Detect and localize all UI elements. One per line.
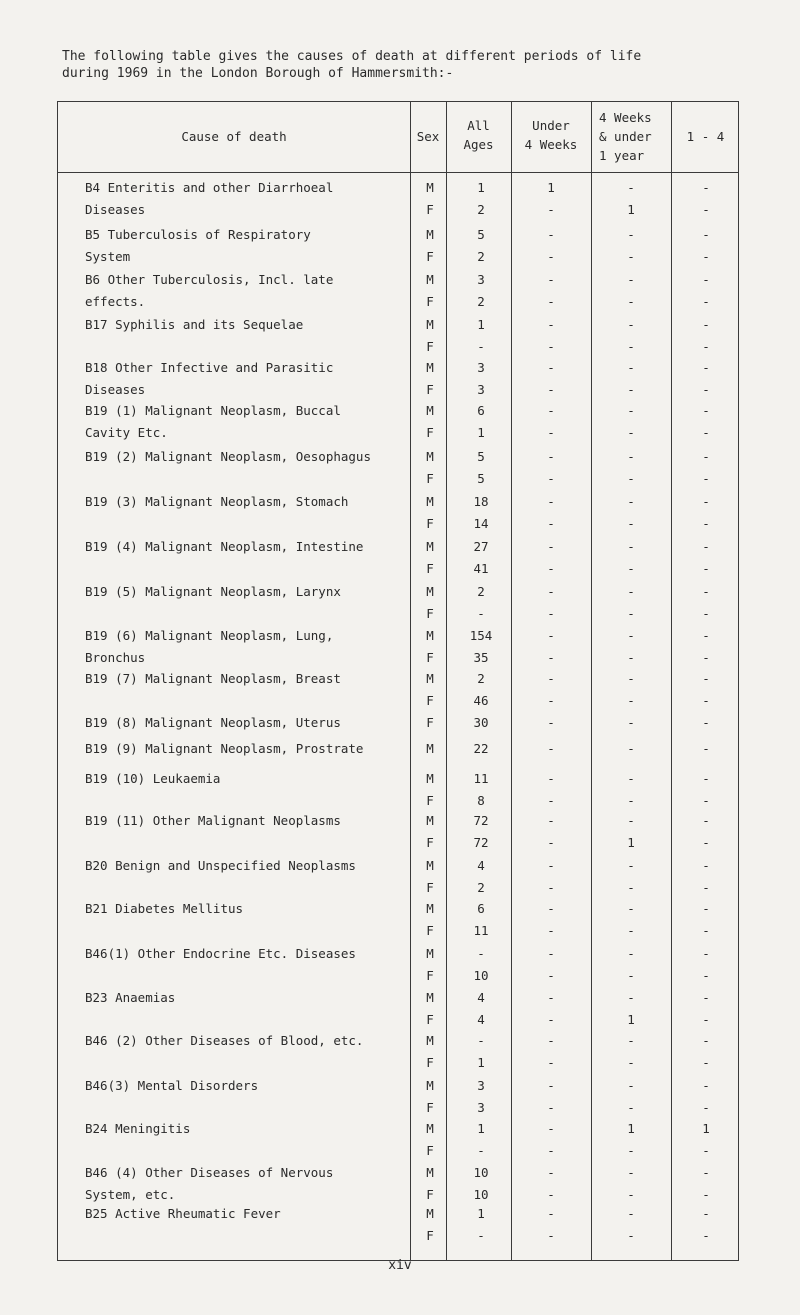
cell-1-to-4: - xyxy=(702,180,710,195)
cell-sex: F xyxy=(426,471,434,486)
page-number: xiv xyxy=(388,1258,412,1273)
cell-all-ages: 11 xyxy=(473,923,489,938)
cell-under-4-weeks: - xyxy=(547,382,555,397)
cell-1-to-4: - xyxy=(702,650,710,665)
cell-under-4-weeks: - xyxy=(547,813,555,828)
cell-all-ages: 30 xyxy=(473,715,489,730)
cell-all-ages: 154 xyxy=(469,628,493,643)
cell-all-ages: - xyxy=(477,1228,485,1243)
cell-sex: F xyxy=(426,202,434,217)
cause-label: B19 (1) Malignant Neoplasm, Buccal Cavity Etc. xyxy=(85,403,341,440)
cell-1-to-4: - xyxy=(702,693,710,708)
cell-under-4-weeks: - xyxy=(547,990,555,1005)
causes-of-death-table xyxy=(57,101,739,1261)
cell-1-to-4: - xyxy=(702,272,710,287)
cell-under-4-weeks: - xyxy=(547,294,555,309)
cell-under-4-weeks: - xyxy=(547,360,555,375)
cell-1-to-4: - xyxy=(702,1206,710,1221)
cell-1-to-4: - xyxy=(702,671,710,686)
cell-1-to-4: - xyxy=(702,946,710,961)
cell-1-to-4: - xyxy=(702,715,710,730)
cell-sex: M xyxy=(426,741,434,756)
intro-text: The following table gives the causes of death at different periods of life during 1969 in the London Borough of Hammersmith:- xyxy=(62,49,642,81)
cell-sex: M xyxy=(426,272,434,287)
cause-label: B4 Enteritis and other Diarrhoeal Diseases xyxy=(85,180,334,217)
cell-1-to-4: - xyxy=(702,628,710,643)
cause-label: B23 Anaemias xyxy=(85,990,176,1005)
header-all-ages: All Ages xyxy=(463,118,494,152)
cell-sex: M xyxy=(426,584,434,599)
cell-sex: M xyxy=(426,1033,434,1048)
cell-all-ages: 5 xyxy=(477,227,485,242)
cell-all-ages: - xyxy=(477,1033,485,1048)
cause-label: B6 Other Tuberculosis, Incl. late effects. xyxy=(85,272,334,309)
cell-sex: F xyxy=(426,880,434,895)
cell-4-weeks-under-1-year: - xyxy=(627,449,635,464)
cell-1-to-4: - xyxy=(702,249,710,264)
cause-label: B19 (10) Leukaemia xyxy=(85,771,221,786)
cell-1-to-4: - xyxy=(702,584,710,599)
cell-all-ages: 10 xyxy=(473,1187,489,1202)
cell-all-ages: 2 xyxy=(477,671,485,686)
cell-all-ages: 72 xyxy=(473,813,489,828)
cell-sex: F xyxy=(426,715,434,730)
cell-1-to-4: - xyxy=(702,1033,710,1048)
cell-4-weeks-under-1-year: - xyxy=(627,628,635,643)
header-divider xyxy=(58,172,738,173)
cell-all-ages: 10 xyxy=(473,1165,489,1180)
cell-4-weeks-under-1-year: - xyxy=(627,425,635,440)
cell-4-weeks-under-1-year: - xyxy=(627,494,635,509)
cell-4-weeks-under-1-year: 1 xyxy=(627,835,635,850)
cell-4-weeks-under-1-year: - xyxy=(627,339,635,354)
header-1-to-4: 1 - 4 xyxy=(686,129,725,144)
cell-sex: F xyxy=(426,835,434,850)
cell-4-weeks-under-1-year: - xyxy=(627,272,635,287)
cell-all-ages: 2 xyxy=(477,584,485,599)
cell-sex: F xyxy=(426,294,434,309)
cell-4-weeks-under-1-year: - xyxy=(627,1187,635,1202)
cell-sex: M xyxy=(426,858,434,873)
col-divider xyxy=(671,102,672,1260)
cell-all-ages: 3 xyxy=(477,1078,485,1093)
cell-under-4-weeks: - xyxy=(547,449,555,464)
cell-1-to-4: - xyxy=(702,227,710,242)
cell-under-4-weeks: - xyxy=(547,1143,555,1158)
cause-label: B19 (9) Malignant Neoplasm, Prostrate xyxy=(85,741,364,756)
cell-4-weeks-under-1-year: - xyxy=(627,1206,635,1221)
cell-sex: M xyxy=(426,628,434,643)
cell-1-to-4: - xyxy=(702,1012,710,1027)
cell-all-ages: 72 xyxy=(473,835,489,850)
cell-all-ages: 1 xyxy=(477,1121,485,1136)
cell-1-to-4: - xyxy=(702,1187,710,1202)
cause-label: B5 Tuberculosis of Respiratory System xyxy=(85,227,311,264)
cell-1-to-4: - xyxy=(702,494,710,509)
cause-label: B19 (11) Other Malignant Neoplasms xyxy=(85,813,341,828)
cell-sex: F xyxy=(426,1012,434,1027)
cell-under-4-weeks: - xyxy=(547,1187,555,1202)
cause-label: B46 (4) Other Diseases of Nervous System, etc. xyxy=(85,1165,334,1202)
cell-under-4-weeks: - xyxy=(547,1206,555,1221)
cell-all-ages: 1 xyxy=(477,1055,485,1070)
cell-1-to-4: - xyxy=(702,360,710,375)
cell-sex: M xyxy=(426,1165,434,1180)
cell-under-4-weeks: - xyxy=(547,671,555,686)
cell-under-4-weeks: - xyxy=(547,249,555,264)
cell-1-to-4: - xyxy=(702,539,710,554)
cell-under-4-weeks: - xyxy=(547,946,555,961)
cell-1-to-4: - xyxy=(702,606,710,621)
cell-4-weeks-under-1-year: - xyxy=(627,946,635,961)
cell-all-ages: 3 xyxy=(477,360,485,375)
cell-4-weeks-under-1-year: - xyxy=(627,693,635,708)
cell-sex: M xyxy=(426,539,434,554)
cell-under-4-weeks: - xyxy=(547,1012,555,1027)
cell-sex: M xyxy=(426,946,434,961)
cell-1-to-4: - xyxy=(702,1055,710,1070)
cell-4-weeks-under-1-year: - xyxy=(627,741,635,756)
cell-all-ages: - xyxy=(477,946,485,961)
cell-sex: M xyxy=(426,901,434,916)
cell-4-weeks-under-1-year: - xyxy=(627,880,635,895)
cause-label: B19 (2) Malignant Neoplasm, Oesophagus xyxy=(85,449,371,464)
cause-label: B20 Benign and Unspecified Neoplasms xyxy=(85,858,356,873)
cell-all-ages: 3 xyxy=(477,1100,485,1115)
cell-1-to-4: - xyxy=(702,339,710,354)
cell-sex: M xyxy=(426,317,434,332)
cell-all-ages: 2 xyxy=(477,202,485,217)
cell-under-4-weeks: - xyxy=(547,901,555,916)
cell-4-weeks-under-1-year: - xyxy=(627,403,635,418)
col-divider xyxy=(511,102,512,1260)
cell-sex: M xyxy=(426,990,434,1005)
cell-1-to-4: - xyxy=(702,858,710,873)
header-under-4-weeks: Under 4 Weeks xyxy=(524,118,578,152)
cell-under-4-weeks: - xyxy=(547,317,555,332)
cell-4-weeks-under-1-year: - xyxy=(627,539,635,554)
cell-all-ages: 14 xyxy=(473,516,489,531)
cell-all-ages: 1 xyxy=(477,1206,485,1221)
cell-sex: F xyxy=(426,249,434,264)
cell-4-weeks-under-1-year: - xyxy=(627,990,635,1005)
cell-1-to-4: - xyxy=(702,901,710,916)
cell-4-weeks-under-1-year: - xyxy=(627,671,635,686)
cell-sex: M xyxy=(426,813,434,828)
cause-label: B46(3) Mental Disorders xyxy=(85,1078,259,1093)
cell-all-ages: 5 xyxy=(477,471,485,486)
cell-under-4-weeks: - xyxy=(547,835,555,850)
cell-all-ages: 2 xyxy=(477,249,485,264)
cell-under-4-weeks: - xyxy=(547,793,555,808)
cell-under-4-weeks: - xyxy=(547,606,555,621)
cell-4-weeks-under-1-year: - xyxy=(627,606,635,621)
cell-4-weeks-under-1-year: - xyxy=(627,1055,635,1070)
cell-sex: M xyxy=(426,449,434,464)
cell-4-weeks-under-1-year: - xyxy=(627,923,635,938)
cell-4-weeks-under-1-year: - xyxy=(627,227,635,242)
cell-under-4-weeks: - xyxy=(547,1100,555,1115)
cell-4-weeks-under-1-year: - xyxy=(627,771,635,786)
cell-1-to-4: 1 xyxy=(702,1121,710,1136)
cell-sex: F xyxy=(426,339,434,354)
cell-1-to-4: - xyxy=(702,425,710,440)
cell-4-weeks-under-1-year: - xyxy=(627,360,635,375)
cell-sex: F xyxy=(426,693,434,708)
cell-under-4-weeks: - xyxy=(547,650,555,665)
cell-4-weeks-under-1-year: - xyxy=(627,1033,635,1048)
cell-4-weeks-under-1-year: 1 xyxy=(627,202,635,217)
cell-1-to-4: - xyxy=(702,923,710,938)
cell-1-to-4: - xyxy=(702,403,710,418)
cell-sex: F xyxy=(426,1143,434,1158)
cell-all-ages: 3 xyxy=(477,382,485,397)
cell-all-ages: - xyxy=(477,606,485,621)
cell-under-4-weeks: - xyxy=(547,494,555,509)
cell-1-to-4: - xyxy=(702,813,710,828)
cell-all-ages: 4 xyxy=(477,990,485,1005)
cell-1-to-4: - xyxy=(702,1078,710,1093)
cell-1-to-4: - xyxy=(702,793,710,808)
cell-under-4-weeks: - xyxy=(547,968,555,983)
cell-all-ages: 46 xyxy=(473,693,489,708)
cell-all-ages: - xyxy=(477,1143,485,1158)
cell-1-to-4: - xyxy=(702,835,710,850)
cell-sex: M xyxy=(426,1206,434,1221)
cell-4-weeks-under-1-year: - xyxy=(627,317,635,332)
cell-all-ages: 41 xyxy=(473,561,489,576)
cell-4-weeks-under-1-year: - xyxy=(627,561,635,576)
cell-4-weeks-under-1-year: - xyxy=(627,294,635,309)
cause-label: B46 (2) Other Diseases of Blood, etc. xyxy=(85,1033,364,1048)
cell-4-weeks-under-1-year: - xyxy=(627,858,635,873)
cause-label: B46(1) Other Endocrine Etc. Diseases xyxy=(85,946,356,961)
cell-sex: F xyxy=(426,606,434,621)
cell-sex: M xyxy=(426,771,434,786)
cell-4-weeks-under-1-year: - xyxy=(627,1165,635,1180)
cell-1-to-4: - xyxy=(702,968,710,983)
cell-sex: F xyxy=(426,793,434,808)
cell-under-4-weeks: - xyxy=(547,403,555,418)
cell-under-4-weeks: - xyxy=(547,771,555,786)
cell-4-weeks-under-1-year: 1 xyxy=(627,1012,635,1027)
cell-under-4-weeks: - xyxy=(547,628,555,643)
cell-all-ages: 8 xyxy=(477,793,485,808)
cell-under-4-weeks: - xyxy=(547,584,555,599)
cause-label: B19 (6) Malignant Neoplasm, Lung, Bronchus xyxy=(85,628,334,665)
cell-under-4-weeks: 1 xyxy=(547,180,555,195)
cause-label: B25 Active Rheumatic Fever xyxy=(85,1206,281,1221)
cell-all-ages: 6 xyxy=(477,403,485,418)
cell-all-ages: 18 xyxy=(473,494,489,509)
cell-1-to-4: - xyxy=(702,294,710,309)
cell-1-to-4: - xyxy=(702,449,710,464)
cell-1-to-4: - xyxy=(702,382,710,397)
cell-4-weeks-under-1-year: - xyxy=(627,584,635,599)
cell-4-weeks-under-1-year: - xyxy=(627,516,635,531)
cell-1-to-4: - xyxy=(702,1165,710,1180)
cell-under-4-weeks: - xyxy=(547,741,555,756)
cause-label: B19 (3) Malignant Neoplasm, Stomach xyxy=(85,494,349,509)
cell-under-4-weeks: - xyxy=(547,1033,555,1048)
cell-all-ages: 35 xyxy=(473,650,489,665)
cause-label: B18 Other Infective and Parasitic Diseases xyxy=(85,360,334,397)
cell-under-4-weeks: - xyxy=(547,471,555,486)
cell-1-to-4: - xyxy=(702,1143,710,1158)
cell-all-ages: 1 xyxy=(477,425,485,440)
cell-sex: M xyxy=(426,403,434,418)
cell-4-weeks-under-1-year: - xyxy=(627,1228,635,1243)
cell-under-4-weeks: - xyxy=(547,539,555,554)
col-divider xyxy=(446,102,447,1260)
cell-under-4-weeks: - xyxy=(547,1121,555,1136)
cause-label: B21 Diabetes Mellitus xyxy=(85,901,244,916)
cell-1-to-4: - xyxy=(702,771,710,786)
cell-under-4-weeks: - xyxy=(547,1165,555,1180)
cell-under-4-weeks: - xyxy=(547,516,555,531)
cause-label: B19 (5) Malignant Neoplasm, Larynx xyxy=(85,584,341,599)
cell-1-to-4: - xyxy=(702,990,710,1005)
cell-1-to-4: - xyxy=(702,741,710,756)
cell-under-4-weeks: - xyxy=(547,1055,555,1070)
cell-sex: F xyxy=(426,650,434,665)
cell-1-to-4: - xyxy=(702,1100,710,1115)
cell-1-to-4: - xyxy=(702,516,710,531)
cell-sex: M xyxy=(426,360,434,375)
cell-1-to-4: - xyxy=(702,202,710,217)
cell-4-weeks-under-1-year: - xyxy=(627,180,635,195)
cell-4-weeks-under-1-year: - xyxy=(627,793,635,808)
cell-sex: F xyxy=(426,923,434,938)
cell-4-weeks-under-1-year: - xyxy=(627,382,635,397)
cell-sex: M xyxy=(426,671,434,686)
cause-label: B24 Meningitis xyxy=(85,1121,191,1136)
cell-1-to-4: - xyxy=(702,317,710,332)
cell-4-weeks-under-1-year: - xyxy=(627,1143,635,1158)
cell-sex: F xyxy=(426,516,434,531)
cell-4-weeks-under-1-year: - xyxy=(627,650,635,665)
cell-sex: F xyxy=(426,1228,434,1243)
cell-under-4-weeks: - xyxy=(547,272,555,287)
header-4-weeks-under-1-year: 4 Weeks & under 1 year xyxy=(599,110,652,163)
cell-sex: F xyxy=(426,1187,434,1202)
cell-all-ages: 27 xyxy=(473,539,489,554)
cell-sex: F xyxy=(426,561,434,576)
cell-under-4-weeks: - xyxy=(547,1228,555,1243)
cell-all-ages: 1 xyxy=(477,180,485,195)
cell-1-to-4: - xyxy=(702,880,710,895)
cell-all-ages: 1 xyxy=(477,317,485,332)
cell-all-ages: 5 xyxy=(477,449,485,464)
cause-label: B19 (7) Malignant Neoplasm, Breast xyxy=(85,671,341,686)
cell-all-ages: 6 xyxy=(477,901,485,916)
cell-sex: M xyxy=(426,180,434,195)
cell-all-ages: 3 xyxy=(477,272,485,287)
cell-4-weeks-under-1-year: - xyxy=(627,471,635,486)
cause-label: B19 (4) Malignant Neoplasm, Intestine xyxy=(85,539,364,554)
cell-under-4-weeks: - xyxy=(547,858,555,873)
cell-4-weeks-under-1-year: - xyxy=(627,249,635,264)
cell-under-4-weeks: - xyxy=(547,561,555,576)
cause-label: B19 (8) Malignant Neoplasm, Uterus xyxy=(85,715,341,730)
cell-under-4-weeks: - xyxy=(547,693,555,708)
cell-sex: M xyxy=(426,1078,434,1093)
cell-4-weeks-under-1-year: - xyxy=(627,813,635,828)
cell-4-weeks-under-1-year: - xyxy=(627,1078,635,1093)
cell-under-4-weeks: - xyxy=(547,715,555,730)
cell-all-ages: 10 xyxy=(473,968,489,983)
cell-4-weeks-under-1-year: - xyxy=(627,1100,635,1115)
cell-sex: M xyxy=(426,494,434,509)
cell-1-to-4: - xyxy=(702,561,710,576)
cell-4-weeks-under-1-year: 1 xyxy=(627,1121,635,1136)
cell-all-ages: 4 xyxy=(477,858,485,873)
col-divider xyxy=(591,102,592,1260)
header-sex: Sex xyxy=(416,129,440,144)
cell-sex: M xyxy=(426,227,434,242)
cause-label: B17 Syphilis and its Sequelae xyxy=(85,317,304,332)
cell-1-to-4: - xyxy=(702,471,710,486)
cell-sex: F xyxy=(426,425,434,440)
cell-sex: M xyxy=(426,1121,434,1136)
cell-all-ages: 11 xyxy=(473,771,489,786)
cell-all-ages: 4 xyxy=(477,1012,485,1027)
cell-sex: F xyxy=(426,1100,434,1115)
cell-4-weeks-under-1-year: - xyxy=(627,968,635,983)
cell-under-4-weeks: - xyxy=(547,923,555,938)
cell-all-ages: 22 xyxy=(473,741,489,756)
cell-under-4-weeks: - xyxy=(547,227,555,242)
cell-all-ages: 2 xyxy=(477,294,485,309)
cell-4-weeks-under-1-year: - xyxy=(627,901,635,916)
cell-all-ages: 2 xyxy=(477,880,485,895)
cell-under-4-weeks: - xyxy=(547,880,555,895)
cell-4-weeks-under-1-year: - xyxy=(627,715,635,730)
cell-sex: F xyxy=(426,382,434,397)
cell-sex: F xyxy=(426,968,434,983)
cell-under-4-weeks: - xyxy=(547,202,555,217)
cell-all-ages: - xyxy=(477,339,485,354)
cell-under-4-weeks: - xyxy=(547,339,555,354)
header-cause: Cause of death xyxy=(181,129,287,144)
cell-1-to-4: - xyxy=(702,1228,710,1243)
cell-under-4-weeks: - xyxy=(547,1078,555,1093)
cell-sex: F xyxy=(426,1055,434,1070)
cell-under-4-weeks: - xyxy=(547,425,555,440)
